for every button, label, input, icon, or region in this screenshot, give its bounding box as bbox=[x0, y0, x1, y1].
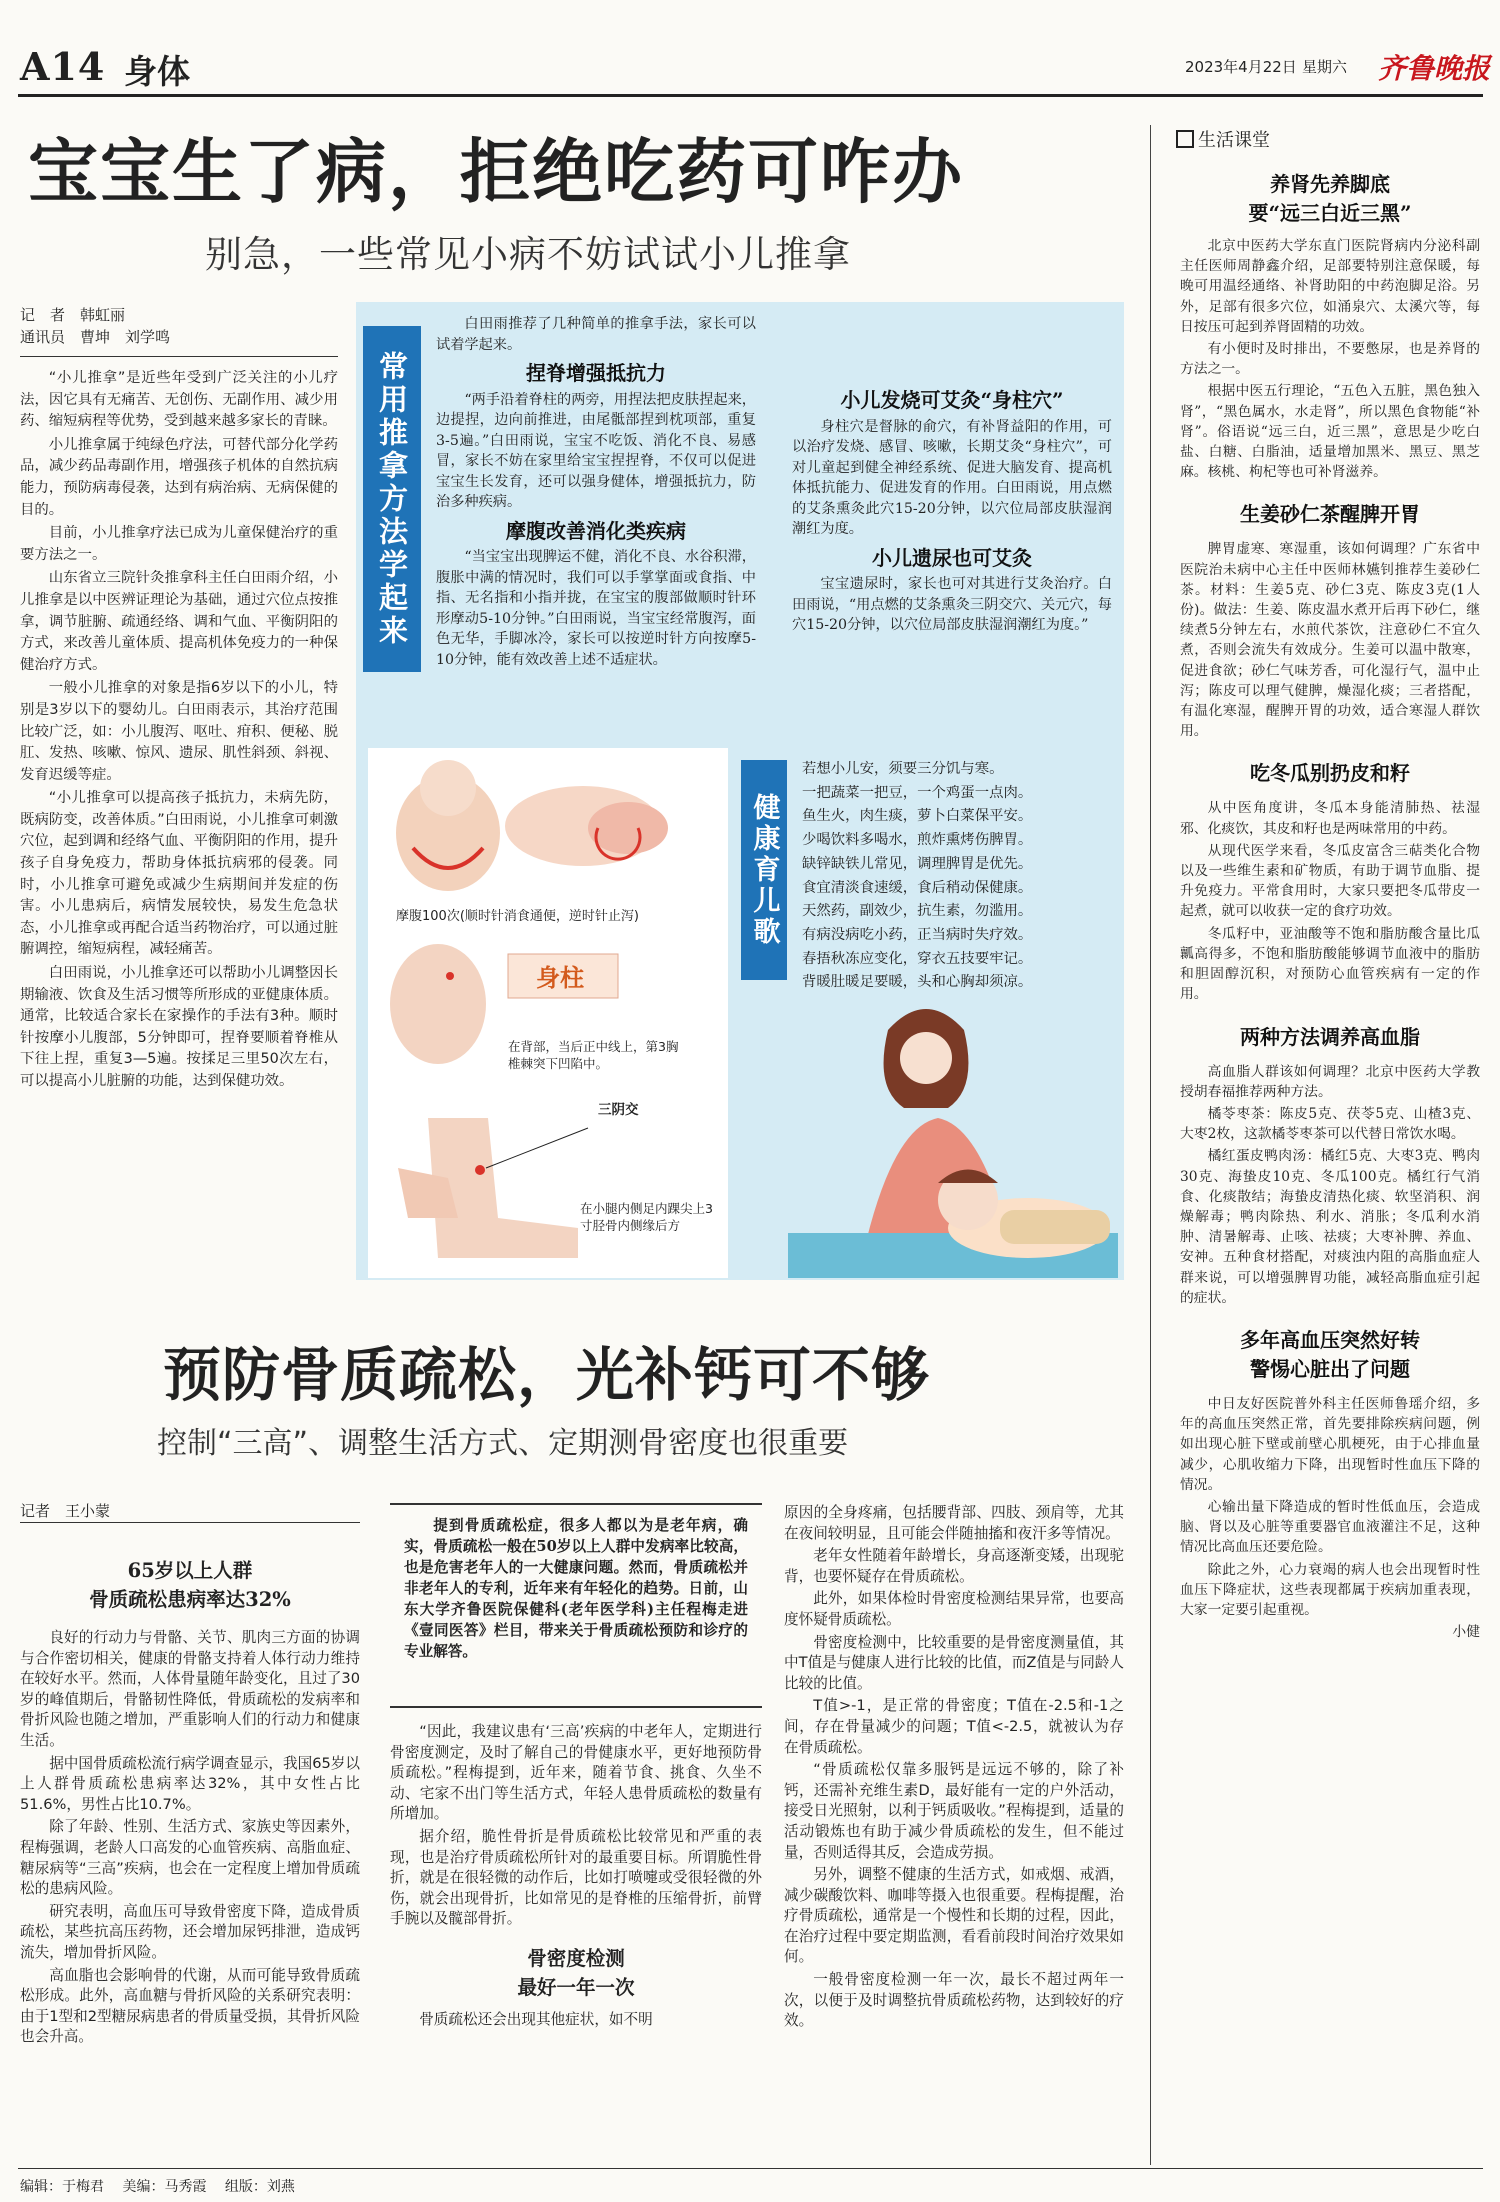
title-line: 多年高血压突然好转 bbox=[1240, 1327, 1420, 1352]
weekday: 星期六 bbox=[1302, 58, 1348, 76]
abdominal-massage-illustration bbox=[368, 748, 728, 898]
leg-acupoint-illustration bbox=[368, 1108, 728, 1268]
paragraph: “小儿推拿”是近些年受到广泛关注的小儿疗法，因它具有无痛苦、无创伤、无副作用、减少用药、缩短病程等优势，受到越来越多家长的青睐。 bbox=[20, 370, 338, 430]
panel-left-column bbox=[436, 314, 756, 672]
paragraph: 此外，如果体检时骨密度检测结果异常，也要高度怀疑骨质疏松。 bbox=[784, 1590, 1124, 1628]
paragraph: 骨密度检测中，比较重要的是骨密度测量值，其中T值是与健康人进行比较的比值，而Z值是与同龄人比较的比值。 bbox=[784, 1633, 1124, 1692]
song-line: 天然药，副效少，抗生素，勿滥用。 bbox=[802, 903, 1033, 920]
title-line: 警惕心脏出了问题 bbox=[1250, 1356, 1410, 1381]
byline-role: 记者 bbox=[20, 1502, 51, 1520]
paragraph: “因此，我建议患有‘三高’疾病的中老年人，定期进行骨密度测定，及时了解自己的骨健康水平，更好地预防骨质疏松。”程梅提到，近年来，随着节食、挑食、久坐不动、宅家不出门等生活方式，年轻人患骨质疏松的数量有所增加。 bbox=[390, 1723, 762, 1823]
byline-rule bbox=[20, 356, 338, 357]
panel-heading: 小儿遗尿也可艾灸 bbox=[872, 545, 1032, 570]
footer-rule bbox=[18, 2168, 1483, 2169]
sidebar-header bbox=[1176, 126, 1270, 152]
song-line: 背暖肚暖足要暖，头和心胸却须凉。 bbox=[802, 974, 1033, 991]
paragraph: 据中国骨质疏松流行病学调查显示，我国65岁以上人群骨质疏松患病率达32%，其中女性占比51.6%，男性占比10.7%。 bbox=[20, 1754, 360, 1813]
paper-logo: 齐鲁晚报 bbox=[1378, 52, 1491, 85]
paragraph: 心输出量下降造成的暂时性低血压，会造成脑、肾以及心脏等重要器官血液灌注不足，这种情况比高血压还要危险。 bbox=[1180, 1498, 1480, 1556]
sidebar-item-title: 生姜砂仁茶醒脾开胃 bbox=[1240, 502, 1420, 527]
paragraph: 冬瓜籽中，亚油酸等不饱和脂肪酸含量比瓜瓤高得多，不饱和脂肪酸能够调节血液中的脂肪和胆固醇沉积，对预防心血管疾病有一定的作用。 bbox=[1180, 925, 1480, 1003]
article2-lead-box bbox=[390, 1503, 762, 1708]
song-line: 春捂秋冻应变化，穿衣五技要牢记。 bbox=[802, 950, 1033, 967]
song-line: 少喝饮料多喝水，煎炸熏烤伤脾胃。 bbox=[802, 832, 1033, 849]
article2-lead: 提到骨质疏松症，很多人都以为是老年病，确实，骨质疏松一般在50岁以上人群中发病率比较高，也是危害老年人的一大健康问题。然而，骨质疏松并非老年人的专利，近年来有年轻化的趋势。日前，山东大学齐鲁医院保健科(老年医学科)主任程梅走进《壹同医答》栏目，带来关于骨质疏松预防和诊疗的专业解答。 bbox=[404, 1517, 748, 1660]
paragraph: 良好的行动力与骨骼、关节、肌肉三方面的协调与合作密切相关，健康的骨骼支持着人体行动力维持在较好水平。然而，人体骨量随年龄变化，且过了30岁的峰值期后，骨骼韧性降低，骨质疏松的发病率和骨折风险也随之增加，严重影响人们的行动力和健康生活。 bbox=[20, 1629, 360, 1749]
paragraph: 脾胃虚寒、寒湿重，该如何调理？广东省中医院治未病中心主任中医师林嬿钊推荐生姜砂仁茶。材料：生姜5克、砂仁3克、陈皮3克(1人份)。做法：生姜、陈皮温水煮开后再下砂仁，继续煮5分钟左右，水煎代茶饮，注意砂仁不宜久煮，否则会流失有效成分。生姜可以温中散寒，促进食欲；砂仁气味芳香，可化湿行气，温中止泻；陈皮可以理气健脾，燥湿化痰；三者搭配，有温化寒湿，醒脾开胃的功效，适合寒湿人群饮用。 bbox=[1180, 541, 1480, 740]
byline-name: 王小蒙 bbox=[65, 1502, 111, 1520]
paragraph: 除此之外，心力衰竭的病人也会出现暂时性血压下降症状，这些表现都属于疾病加重表现，大家一定要引起重视。 bbox=[1180, 1561, 1480, 1618]
paragraph: 一般小儿推拿的对象是指6岁以下的小儿，特别是3岁以下的婴幼儿。白田雨表示，其治疗范围比较广泛，如：小儿腹泻、呕吐、疳积、便秘、脱肛、发热、咳嗽、惊风、遗尿、肌性斜颈、斜视、发育迟缓等症。 bbox=[20, 680, 338, 783]
sidebar-divider bbox=[1150, 125, 1151, 2165]
parenting-song bbox=[802, 758, 1118, 995]
paragraph: 老年女性随着年龄增长，身高逐渐变矮，出现驼背，也要怀疑存在骨质疏松。 bbox=[784, 1547, 1124, 1585]
caption-shenzhu: 在背部，当后正中线上，第3胸椎棘突下凹陷中。 bbox=[508, 1039, 679, 1071]
credit-editor: 编辑：于梅君 bbox=[20, 2179, 104, 2195]
massage-panel bbox=[356, 302, 1124, 1280]
song-line: 有病没病吃小药，正当病时失疗效。 bbox=[802, 926, 1033, 943]
article1-subtitle: 别急，一些常见小病不妨试试小儿推拿 bbox=[205, 233, 851, 276]
paragraph: 小儿推拿属于纯绿色疗法，可替代部分化学药品，减少药品毒副作用，增强孩子机体的自然抗病能力，预防病毒侵袭，达到有病治病、无病保健的目的。 bbox=[20, 436, 338, 518]
mother-child-illustration bbox=[788, 978, 1118, 1278]
paragraph: 另外，调整不健康的生活方式，如戒烟、戒酒，减少碳酸饮料、咖啡等摄入也很重要。程梅提醒，治疗骨质疏松，通常是一个慢性和长期的过程，因此，在治疗过程中要定期监测，看看前段时间治疗效果如何。 bbox=[784, 1866, 1124, 1966]
paragraph: “骨质疏松仅靠多服钙是远远不够的，除了补钙，还需补充维生素D，最好能有一定的户外活动，接受日光照射，以利于钙质吸收。”程梅提到，适量的活动锻炼也有助于减少骨质疏松的发生，但不能过量，否则适得其反，会造成劳损。 bbox=[784, 1761, 1124, 1861]
paragraph: 研究表明，高血压可导致骨密度下降，造成骨质疏松，某些抗高压药物，还会增加尿钙排泄，造成钙流失，增加骨折风险。 bbox=[20, 1902, 360, 1961]
paragraph: “小儿推拿可以提高孩子抵抗力，未病先防，既病防变，改善体质。”白田雨说，小儿推拿可刺激穴位，起到调和经络气血、平衡阴阳的作用，提升孩子自身免疫力，帮助身体抵抗病邪的侵袭。同时，小儿推拿可避免或减少生病期间并发症的伤害。小儿患病后，病情发展较快，易发生危急状态，小儿推拿或再配合适当药物治疗，可以通过脏腑调控，缩短病程，减轻痛苦。 bbox=[20, 790, 338, 958]
footer-credits bbox=[20, 2176, 295, 2196]
paragraph: 橘红蛋皮鸭肉汤：橘红5克、大枣3克、鸭肉30克、海蛰皮10克、冬瓜100克。橘红行气消食、化痰散结；海蛰皮清热化痰、软坚消积、润燥解毒；鸭肉除热、利水、消胀；冬瓜利水消肿、清暑解毒、止咳、祛痰；大枣补脾、养血、安神。五种食材搭配，对痰浊内阻的高脂血症人群来说，可以增强脾胃功能，减轻高脂血症引起的症状。 bbox=[1180, 1148, 1480, 1306]
paragraph: 据介绍，脆性骨折是骨质疏松比较常见和严重的表现，也是治疗骨质疏松所针对的最重要目标。所谓脆性骨折，就是在很轻微的动作后，比如打喷嚏或受很轻微的外伤，就会出现骨折，比如常见的是脊椎的压缩骨折，前臂手腕以及髋部骨折。 bbox=[390, 1827, 762, 1928]
panel-text: 宝宝遗尿时，家长也可对其进行艾灸治疗。白田雨说，“用点燃的艾条熏灸三阴交穴、关元穴，每穴15-20分钟，以穴位局部皮肤湿润潮红为度。” bbox=[792, 576, 1112, 633]
article2-subtitle: 控制“三高”、调整生活方式、定期测骨密度也很重要 bbox=[157, 1426, 849, 1461]
paragraph: 从中医角度讲，冬瓜本身能清肺热、祛湿邪、化痰饮，其皮和籽也是两味常用的中药。 bbox=[1180, 800, 1480, 837]
masthead bbox=[0, 0, 1500, 110]
section-name: 身体 bbox=[124, 52, 190, 91]
byline-role: 通讯员 bbox=[20, 328, 66, 346]
paragraph: 从现代医学来看，冬瓜皮富含三萜类化合物以及一些维生素和矿物质，有助于调节血脂、提升免疫力。平常食用时，大家只要把冬瓜带皮一起煮，就可以收获一定的食疗功效。 bbox=[1180, 842, 1480, 920]
sidebar bbox=[1180, 170, 1480, 1642]
paragraph: 北京中医药大学东直门医院肾病内分泌科副主任医师周静鑫介绍，足部要特别注意保暖，每晚可用温经通络、补肾助阳的中药泡脚足浴。另外，足部有很多穴位，如涌泉穴、太溪穴等，每日按压可起到养肾固精的功效。 bbox=[1180, 238, 1480, 335]
signature: 小健 bbox=[1452, 1624, 1480, 1641]
song-line: 缺锌缺铁儿常见，调理脾胃是优先。 bbox=[802, 855, 1033, 872]
song-line: 食宜清淡食速缓，食后稍动保健康。 bbox=[802, 879, 1033, 896]
song-line: 鱼生火，肉生痰，萝卜白菜保平安。 bbox=[802, 808, 1033, 825]
section-heading-line: 65岁以上人群 bbox=[127, 1559, 253, 1582]
section-heading bbox=[20, 1556, 360, 1614]
paragraph: 一般骨密度检测一年一次，最长不超过两年一次，以便于及时调整抗骨质疏松药物，达到较好的疗效。 bbox=[784, 1971, 1124, 2030]
byline-rule bbox=[20, 1522, 360, 1523]
sidebar-column-name: 生活课堂 bbox=[1198, 130, 1270, 151]
article2-col1 bbox=[20, 1628, 360, 2050]
title-line: 养肾先养脚底 bbox=[1270, 172, 1390, 196]
article1-title: 宝宝生了病，拒绝吃药可咋办 bbox=[28, 130, 964, 213]
panel-heading: 小儿发烧可艾灸“身柱穴” bbox=[840, 388, 1064, 412]
credit-layout: 组版：刘燕 bbox=[224, 2179, 295, 2195]
caption-abdominal: 摩腹100次(顺时针消食通便，逆时针止泻) bbox=[396, 909, 639, 924]
section-heading-line: 最好一年一次 bbox=[517, 1975, 635, 1999]
paragraph: 目前，小儿推拿疗法已成为儿童保健治疗的重要方法之一。 bbox=[20, 525, 338, 563]
paragraph: 白田雨说，小儿推拿还可以帮助小儿调整因长期输液、饮食及生活习惯等所形成的亚健康体质。通常，比较适合家长在家操作的手法有3种。顺时针按摩小儿腹部，5分钟即可，捏脊要顺着脊椎从下往上捏，重复3—5遍。按揉足三里50次左右，可以提高小儿脏腑的功能，达到保健功效。 bbox=[20, 965, 338, 1089]
panel-heading: 摩腹改善消化类疾病 bbox=[506, 518, 686, 543]
paragraph: T值>-1，是正常的骨密度；T值在-2.5和-1之间，存在骨量减少的问题；T值<-2.5，就被认为存在骨质疏松。 bbox=[784, 1697, 1124, 1756]
section-heading bbox=[390, 1944, 762, 2002]
paragraph: 高血脂人群该如何调理？北京中医药大学教授胡春福推荐两种方法。 bbox=[1180, 1063, 1480, 1100]
panel-intro: 白田雨推荐了几种简单的推拿手法，家长可以试着学起来。 bbox=[436, 316, 756, 353]
sidebar-item-title bbox=[1180, 1326, 1480, 1384]
panel-text: “两手沿着脊柱的两旁，用捏法把皮肤捏起来，边提捏，边向前推进，由尾骶部捏到枕项部，重复3-5遍。”白田雨说，宝宝不吃饭、消化不良、易感冒，家长不妨在家里给宝宝捏捏脊，不仅可以促进宝宝生长发育，还可以强身健体，增强抵抗力，防治多种疾病。 bbox=[436, 391, 756, 510]
massage-illustration bbox=[368, 748, 728, 1278]
paragraph: 除了年龄、性别、生活方式、家族史等因素外，程梅强调，老龄人口高发的心血管疾病、高脂血症、糖尿病等“三高”疾病，也会在一定程度上增加骨质疏松的患病风险。 bbox=[20, 1818, 360, 1898]
label-sanyinjiao: 三阴交 bbox=[598, 1102, 639, 1118]
panel-right-column bbox=[792, 314, 1112, 638]
paragraph: 原因的全身疼痛，包括腰背部、四肢、颈肩等，尤其在夜间较明显，且可能会伴随抽搐和夜汗多等情况。 bbox=[784, 1504, 1124, 1542]
byline-name: 曹坤 刘学鸣 bbox=[80, 328, 171, 346]
song-line: 若想小儿安，须要三分饥与寒。 bbox=[802, 761, 1004, 777]
article2-col3 bbox=[784, 1503, 1124, 2034]
page-number: A14 bbox=[20, 44, 106, 89]
paragraph: 中日友好医院普外科主任医师鲁瑶介绍，多年的高血压突然正常，首先要排除疾病问题，例如出现心脏下壁或前壁心肌梗死，由于心排血量减少，心肌收缩力下降，出现暂时性血压下降的情况。 bbox=[1180, 1395, 1480, 1493]
panel-text: 身柱穴是督脉的俞穴，有补肾益阳的作用，可以治疗发烧、感冒、咳嗽，长期艾灸“身柱穴”，可对儿童起到健全神经系统、促进大脑发育、提高机体抵抗能力、促进发育的作用。白田雨说，用点燃的艾条熏灸此穴15-20分钟，以穴位局部皮肤湿润潮红为度。 bbox=[792, 418, 1112, 537]
sidebar-item-title: 两种方法调养高血脂 bbox=[1240, 1024, 1420, 1049]
song-line: 一把蔬菜一把豆，一个鸡蛋一点肉。 bbox=[802, 784, 1033, 801]
article2-title: 预防骨质疏松，光补钙可不够 bbox=[163, 1341, 931, 1409]
issue-date: 2023年4月22日 bbox=[1185, 58, 1297, 76]
section-heading-line: 骨密度检测 bbox=[527, 1946, 625, 1970]
paragraph: 骨质疏松还会出现其他症状，如不明 bbox=[419, 2010, 653, 2028]
byline-name: 韩虹丽 bbox=[80, 306, 126, 324]
paragraph: 根据中医五行理论，“五色入五脏，黑色独入肾”，“黑色属水，水走肾”，所以黑色食物能“补肾”。俗语说“远三白，近三黑”，意思是少吃白盐、白糖、白脂油，适量增加黑米、黑豆、黑芝麻。核桃、枸杞等也可补肾滋养。 bbox=[1180, 383, 1480, 481]
credit-art: 美编：马秀霞 bbox=[122, 2179, 207, 2195]
title-line: 要“远三白近三黑” bbox=[1248, 201, 1412, 225]
paragraph: 有小便时及时排出，不要憋尿，也是养肾的方法之一。 bbox=[1180, 341, 1480, 378]
article1-body bbox=[20, 368, 338, 1095]
square-icon bbox=[1176, 130, 1194, 148]
byline-role: 记 者 bbox=[20, 306, 66, 324]
panel-heading: 捏脊增强抵抗力 bbox=[526, 361, 666, 385]
panel-vertical-title: 常用推拿方法学起来 bbox=[363, 326, 421, 672]
paragraph: 山东省立三院针灸推拿科主任白田雨介绍，小儿推拿是以中医辨证理论为基础，通过穴位点按推拿，调节脏腑、疏通经络、调和气血、平衡阴阳的方式，来改善儿童体质、提高机体免疫力的一种保健治疗方式。 bbox=[20, 570, 338, 673]
paragraph: 橘苓枣茶：陈皮5克、茯苓5克、山楂3克、大枣2枚，这款橘苓枣茶可以代替日常饮水喝。 bbox=[1180, 1105, 1480, 1143]
label-shenzhu: 身柱 bbox=[536, 963, 584, 992]
article2-col2 bbox=[390, 1722, 762, 2033]
section-heading-line: 骨质疏松患病率达32% bbox=[89, 1588, 291, 1611]
song-title: 健康育儿歌 bbox=[741, 760, 787, 980]
caption-sanyinjiao: 在小腿内侧足内踝尖上3寸胫骨内侧缘后方 bbox=[580, 1201, 713, 1233]
sidebar-item-title bbox=[1180, 170, 1480, 228]
panel-text: “当宝宝出现脾运不健，消化不良、水谷积滞，腹胀中满的情况时，我们可以手掌掌面或食指、中指、无名指和小指并拢，在宝宝的腹部做顺时针环形摩动5-10分钟。”白田雨说，当宝宝经常腹泻，面色无华，手脚冰冷，家长可以按逆时针方向按摩5-10分钟，能有效改善上述不适症状。 bbox=[436, 549, 756, 668]
masthead-rule bbox=[18, 94, 1483, 97]
article2-byline bbox=[20, 1500, 110, 1521]
sidebar-item-title: 吃冬瓜别扔皮和籽 bbox=[1250, 761, 1410, 786]
paragraph: 高血脂也会影响骨的代谢，从而可能导致骨质疏松形成。此外，高血糖与骨折风险的关系研究表明：由于1型和2型糖尿病患者的骨质量受损，其骨折风险也会升高。 bbox=[20, 1966, 360, 2046]
article1-byline bbox=[20, 304, 340, 348]
